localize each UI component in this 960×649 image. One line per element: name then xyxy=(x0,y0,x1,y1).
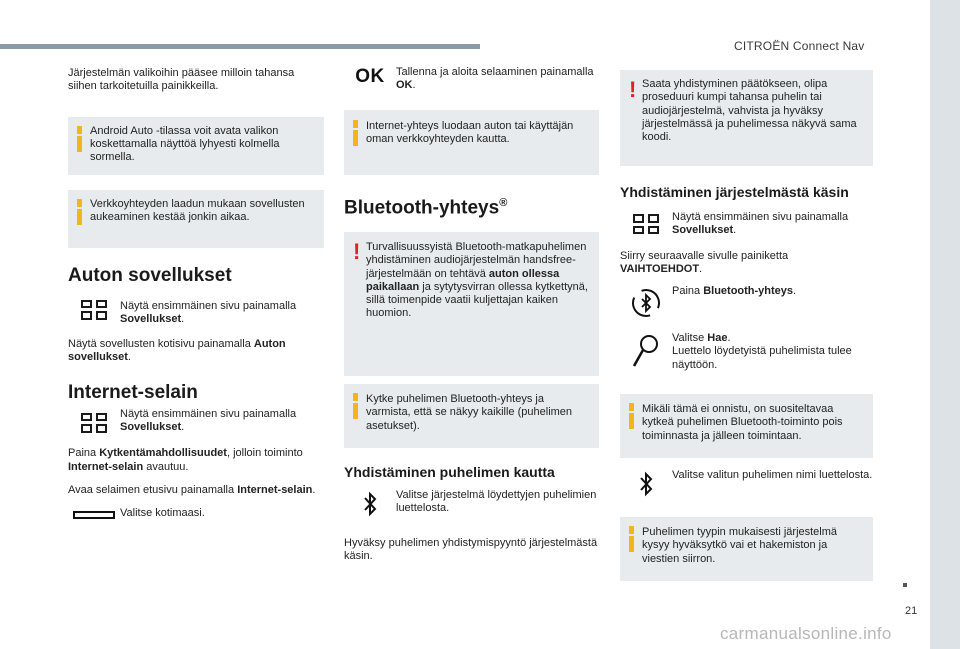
section-heading: Yhdistäminen puhelimen kautta xyxy=(344,463,555,480)
info-text: Puhelimen tyypin mukaisesti järjestelmä kysyy hyväksytkö vai et hakemiston ja viestien siirron. xyxy=(642,526,838,565)
step-row xyxy=(620,211,873,238)
info-box xyxy=(344,110,599,175)
info-icon xyxy=(353,393,358,419)
info-box xyxy=(68,117,324,175)
step-text: Näytä ensimmäinen sivu painamalla Sovellukset. xyxy=(120,299,297,325)
info-icon xyxy=(629,403,634,429)
section-heading: Auton sovellukset xyxy=(68,264,232,286)
section-heading: Bluetooth-yhteys® xyxy=(344,196,508,218)
step-text: Näytä ensimmäinen sivu painamalla Sovellukset. xyxy=(672,211,849,237)
step-text: Näytä ensimmäinen sivu painamalla Sovellukset. xyxy=(120,407,297,434)
step-text: Valitse järjestelmä löydettyjen puhelimien luettelosta. xyxy=(396,488,597,515)
page-number: 21 xyxy=(905,605,918,617)
step-row xyxy=(344,489,599,519)
body-text: Paina Kytkentämahdollisuudet, jolloin toiminto Internet-selain avautuu. xyxy=(68,447,303,473)
bluetooth-signal-icon xyxy=(620,285,672,321)
apps-grid-icon xyxy=(68,300,120,320)
ok-icon xyxy=(344,66,396,88)
column-3 xyxy=(620,66,873,581)
info-box xyxy=(620,394,873,458)
column-2 xyxy=(344,66,599,564)
step-text: Valitse kotimaasi. xyxy=(120,507,205,520)
apps-grid-icon xyxy=(68,408,120,433)
ok-label: OK xyxy=(355,66,385,87)
warning-icon: ! xyxy=(353,238,361,264)
step-row xyxy=(620,469,873,499)
brand-header: CITROËN Connect Nav xyxy=(734,39,865,53)
right-sidebar xyxy=(930,0,960,649)
continuation-dot xyxy=(903,583,907,587)
step-row xyxy=(68,507,324,520)
step-text: Valitse valitun puhelimen nimi luettelosta. xyxy=(672,469,873,482)
step-row xyxy=(344,66,599,93)
step-row xyxy=(68,408,324,435)
info-icon xyxy=(77,199,82,225)
info-icon xyxy=(629,526,634,552)
step-text: Paina Bluetooth-yhteys. xyxy=(672,285,797,298)
info-text: Internet-yhteys luodaan auton tai käyttäjän oman verkkoyhteyden kautta. xyxy=(366,119,574,145)
step-row xyxy=(620,285,873,321)
column-1 xyxy=(68,66,324,521)
body-text: Avaa selaimen etusivu painamalla Internet-selain. xyxy=(68,483,316,496)
warning-text: Turvallisuussyistä Bluetooth-matkapuhelimen yhdistäminen audiojärjestelmän handsfree-järjestelmään on tehtävä auton ollessa paikallaan ja sytytysvirran ollessa kytkettynä, sillä toimenpide vaatii kuljettajan kaiken huomion. xyxy=(366,240,588,320)
apps-grid-icon xyxy=(620,211,672,234)
info-text: Verkkoyhteyden laadun mukaan sovellusten aukeaminen kestää jonkin aikaa. xyxy=(90,197,305,223)
info-icon xyxy=(353,120,358,146)
warning-icon: ! xyxy=(629,77,637,102)
warning-box xyxy=(620,70,873,166)
step-text: Valitse Hae. Luettelo löydetyistä puhelimista tulee näyttöön. xyxy=(672,332,852,371)
warning-text: Saata yhdistyminen päätökseen, olipa proseduuri kumpi tahansa puhelin tai audiojärjestelmä, vahvista ja hyväksy järjestelmässä ja puhelimessa näkyvä sama koodi. xyxy=(642,78,857,144)
body-text: Siirry seuraavalle sivulle painiketta VAIHTOEHDOT. xyxy=(620,249,789,275)
section-heading: Yhdistäminen järjestelmästä käsin xyxy=(620,184,849,200)
info-text: Android Auto -tilassa voit avata valikon koskettamalla näyttöä lyhyesti kolmella sormella. xyxy=(90,124,280,164)
step-row xyxy=(68,300,324,327)
bluetooth-icon xyxy=(620,469,672,499)
watermark: carmanualsonline.info xyxy=(720,624,892,643)
info-text: Kytke puhelimen Bluetooth-yhteys ja varmista, että se näkyy kaikille (puhelimen asetukset). xyxy=(366,392,573,432)
info-box xyxy=(344,384,599,448)
bluetooth-icon xyxy=(344,489,396,519)
step-row xyxy=(620,332,873,372)
body-text: Näytä sovellusten kotisivu painamalla Auton sovellukset. xyxy=(68,338,286,364)
keyboard-bar-icon xyxy=(68,507,120,519)
info-box xyxy=(620,517,873,581)
info-box xyxy=(68,190,324,248)
section-heading: Internet-selain xyxy=(68,381,198,403)
top-rule xyxy=(0,44,480,49)
search-icon xyxy=(620,332,672,370)
info-text: Mikäli tämä ei onnistu, on suositeltavaa kytkeä puhelimen Bluetooth-toiminto pois toiminnasta ja jälleen toimintaan. xyxy=(642,403,843,442)
step-text: Tallenna ja aloita selaaminen painamalla OK. xyxy=(396,66,594,92)
info-icon xyxy=(77,126,82,152)
body-text: Hyväksy puhelimen yhdistymispyyntö järjestelmästä käsin. xyxy=(344,536,598,563)
intro-text: Järjestelmän valikoihin pääsee milloin tahansa siihen tarkoitetuilla painikkeilla. xyxy=(68,67,295,93)
warning-box xyxy=(344,232,599,376)
